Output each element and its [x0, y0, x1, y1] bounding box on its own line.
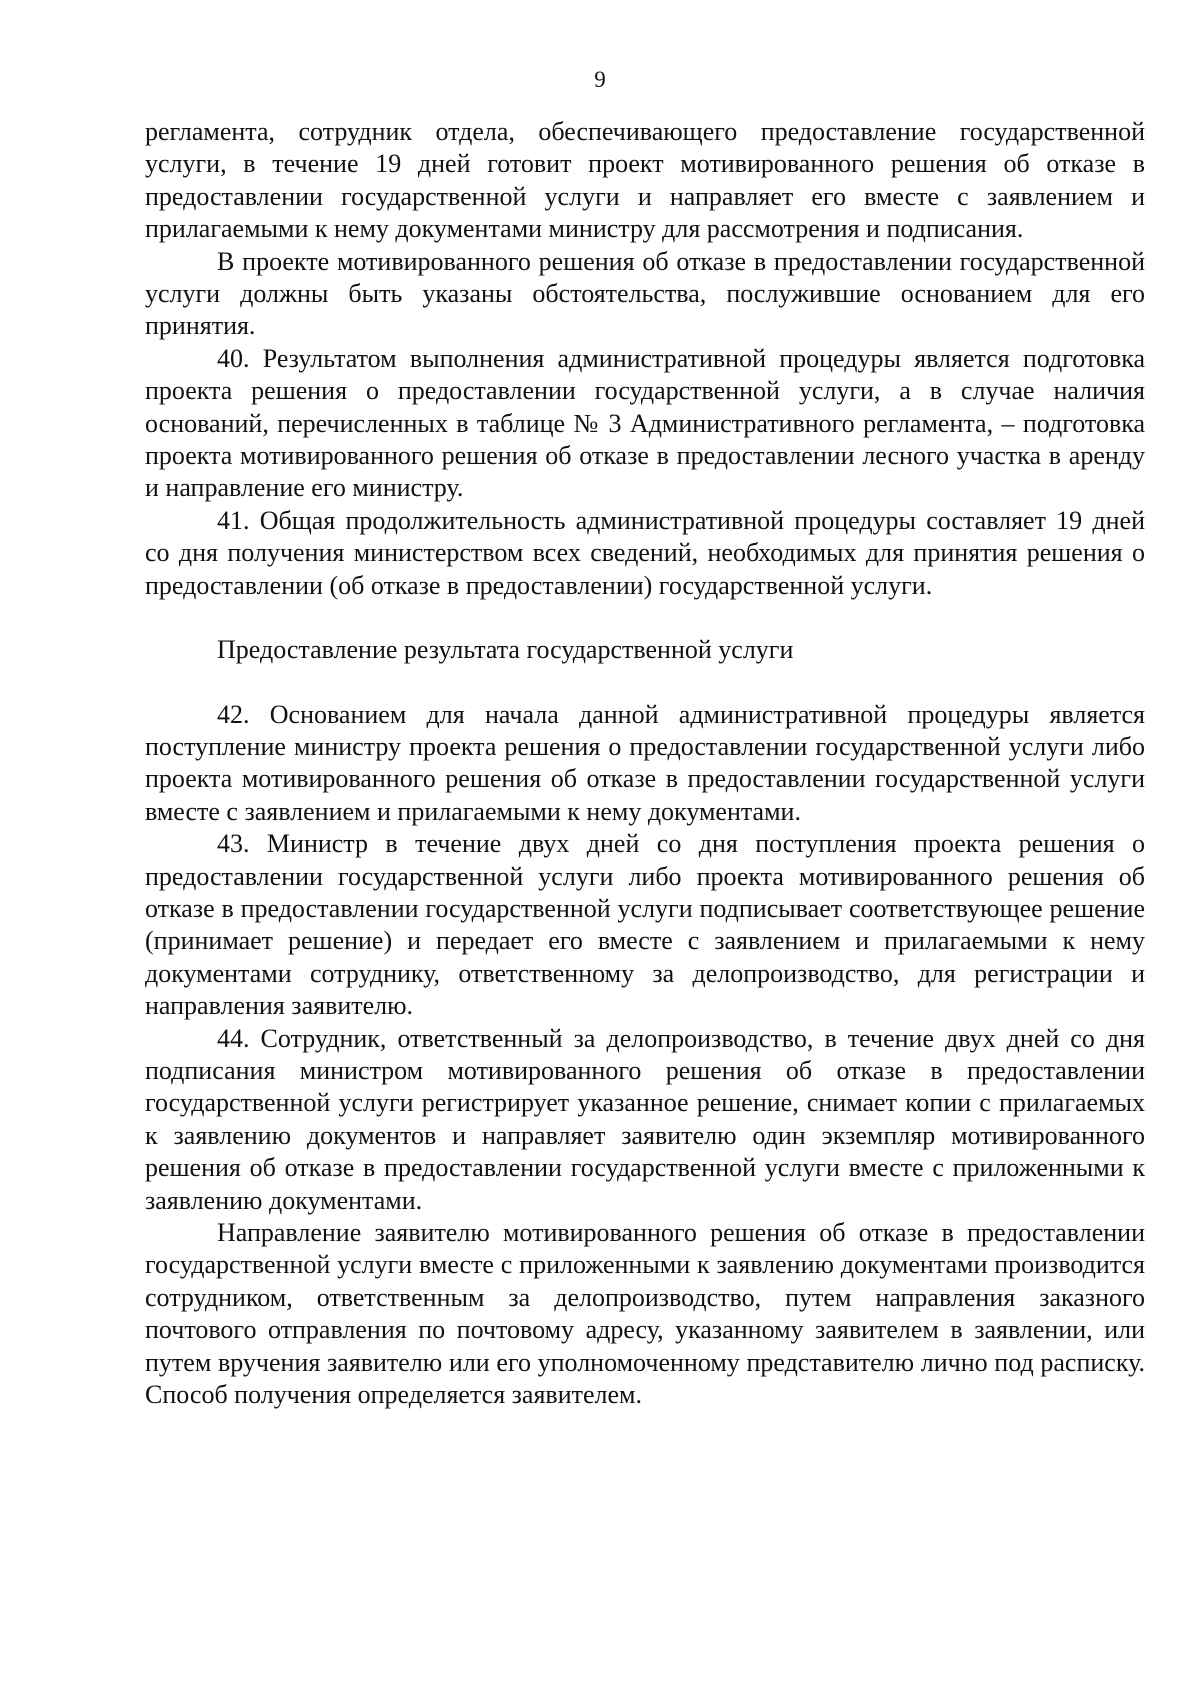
section-heading: Предоставление результата государственной услуги: [217, 635, 794, 665]
paragraph-item-42: 42. Основанием для начала данной административной процедуры является поступление министру проекта решения о предоставлении государственной услуги либо проекта мотивированного решения об отказе в предоставлении государственной услуги вместе с заявлением и прилагаемыми к нему документами.: [145, 699, 1145, 826]
paragraph: Направление заявителю мотивированного решения об отказе в предоставлении государственной услуги вместе с приложенными к заявлению документами производится сотрудником, ответственным за делопроизводство, путем направления заказного почтового отправления по почтовому адресу, указанному заявителем в заявлении, или путем вручения заявителю или его уполномоченному представителю лично под расписку. Способ получения определяется заявителем.: [145, 1218, 1145, 1410]
paragraph-continuation: регламента, сотрудник отдела, обеспечивающего предоставление государственной услуги, в течение 19 дней готовит проект мотивированного решения об отказе в предоставлении государственной услуги и направляет его вместе с заявлением и прилагаемыми к нему документами министру для рассмотрения и подписания.: [145, 117, 1145, 244]
paragraph-item-43: 43. Министр в течение двух дней со дня поступления проекта решения о предоставлении государственной услуги либо проекта мотивированного решения об отказе в предоставлении государственной услуги подписывает соответствующее решение (принимает решение) и передает его вместе с заявлением и прилагаемыми к нему документами сотруднику, ответственному за делопроизводство, для регистрации и направления заявителю.: [145, 829, 1145, 1021]
paragraph-item-40: 40. Результатом выполнения административной процедуры является подготовка проекта решения о предоставлении государственной услуги, а в случае наличия оснований, перечисленных в таблице № 3 Административного регламента, – подготовка проекта мотивированного решения об отказе в предоставлении лесного участка в аренду и направление его министру.: [145, 343, 1145, 503]
page-number: 9: [594, 67, 606, 92]
paragraph-item-44: 44. Сотрудник, ответственный за делопроизводство, в течение двух дней со дня подписания министром мотивированного решения об отказе в предоставлении государственной услуги регистрирует указанное решение, снимает копии с прилагаемых к заявлению документов и направляет заявителю один экземпляр мотивированного решения об отказе в предоставлении государственной услуги вместе с приложенными к заявлению документами.: [145, 1023, 1145, 1215]
paragraph-item-41: 41. Общая продолжительность административной процедуры составляет 19 дней со дня получения министерством всех сведений, необходимых для принятия решения о предоставлении (об отказе в предоставлении) государственной услуги.: [145, 505, 1145, 600]
document-body: [145, 116, 1145, 1411]
paragraph: В проекте мотивированного решения об отказе в предоставлении государственной услуги должны быть указаны обстоятельства, послужившие основанием для его принятия.: [145, 246, 1145, 341]
